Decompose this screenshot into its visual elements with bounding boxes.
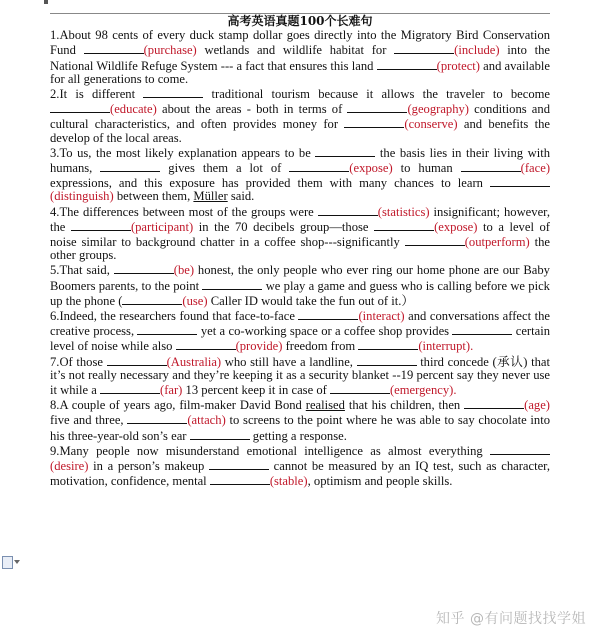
fill-in-blank	[209, 458, 269, 470]
answer-hint: (desire)	[50, 459, 89, 474]
question-paragraph	[50, 308, 550, 354]
fill-in-blank	[394, 42, 454, 54]
paragraph-text: and available for all generations to come.	[50, 58, 550, 86]
paragraph-text: Caller ID would take the fun out of it.）	[207, 293, 414, 308]
answer-hint: (expose)	[349, 161, 393, 176]
fill-in-blank	[464, 397, 524, 409]
question-paragraph	[50, 86, 550, 145]
paragraph-text: to human	[392, 161, 461, 176]
fill-in-blank	[143, 86, 203, 98]
question-paragraph	[50, 354, 550, 398]
paragraph-text: in the 70 decibels group—those	[193, 219, 375, 234]
answer-hint: (participant)	[130, 219, 194, 234]
answer-hint: (statistics)	[377, 204, 430, 219]
fill-in-blank	[190, 428, 250, 440]
paragraph-text: 7.Of those	[50, 354, 107, 369]
paragraph-text: 13 percent keep it in case of	[182, 383, 330, 398]
answer-hint: (expose)	[434, 219, 478, 234]
paragraph-text: expressions, and this exposure has provided them with many chances to learn	[50, 176, 490, 191]
fill-in-blank	[107, 354, 167, 366]
paragraph-text: five and three,	[50, 413, 128, 428]
fill-in-blank	[374, 219, 434, 231]
paragraph-text: 4.The differences between most of the groups were	[50, 204, 318, 219]
paragraph-text: and benefits the develop of the local areas.	[50, 117, 550, 145]
paragraph-text: the other groups.	[50, 235, 550, 263]
question-paragraph	[50, 443, 550, 489]
answer-hint: (use)	[182, 293, 208, 308]
fill-in-blank	[137, 323, 197, 335]
paragraph-text: Müller	[193, 189, 228, 204]
watermark: 知乎 @有问题找找学姐	[436, 611, 586, 627]
fill-in-blank	[405, 234, 465, 246]
fill-in-blank	[84, 42, 144, 54]
fill-in-blank	[122, 293, 182, 305]
paragraph-text: insignificant; however, the	[50, 204, 550, 234]
fill-in-blank	[210, 473, 270, 485]
document-title: 高考英语真题100个长难句	[227, 14, 373, 28]
answer-hint: (purchase)	[143, 43, 197, 58]
answer-hint: (educate)	[110, 102, 157, 117]
answer-hint: (distinguish)	[50, 189, 114, 204]
answer-hint: (protect)	[436, 58, 480, 73]
paragraph-text: 8.A couple of years ago, film-maker David Bond	[50, 398, 306, 413]
question-paragraph	[50, 204, 550, 263]
answer-hint: (far)	[160, 383, 183, 398]
paragraph-text: 3.To us, the most likely explanation appears to be	[50, 145, 316, 160]
paragraph-text: 9.Many people now misunderstand emotional intelligence as almost everything	[50, 443, 490, 458]
fill-in-blank	[357, 354, 417, 366]
paragraph-text: yet a co-working space or a coffee shop provides	[197, 324, 453, 339]
answer-hint: (attach)	[187, 413, 226, 428]
question-paragraph	[50, 145, 550, 204]
fill-in-blank	[114, 262, 174, 274]
question-paragraph	[50, 397, 550, 443]
dropdown-arrow-icon[interactable]	[14, 560, 20, 564]
fill-in-blank	[71, 219, 131, 231]
paragraph-text: about the areas - both in terms of	[156, 102, 348, 117]
paragraph-text: that his children, then	[344, 398, 465, 413]
fill-in-blank	[347, 101, 407, 113]
fill-in-blank	[330, 382, 390, 394]
fill-in-blank	[202, 278, 262, 290]
paragraph-text: and conversations affect the creative process,	[50, 309, 551, 339]
paragraph-text: the basis lies in their living with humans,	[50, 145, 550, 176]
fill-in-blank	[100, 382, 160, 394]
answer-hint: (interact)	[358, 309, 405, 324]
paragraph-text: 1.About 98 cents of every duck stamp dollar goes directly into the Migratory Bird Conservation Fund	[50, 28, 550, 58]
paragraph-text: to a level of noise similar to background chatter in a coffee shop---significantly	[50, 219, 550, 250]
question-paragraph	[50, 29, 550, 86]
fill-in-blank	[50, 101, 110, 113]
fill-in-blank	[315, 145, 375, 157]
fill-in-blank	[490, 175, 550, 187]
fill-in-blank	[318, 204, 378, 216]
answer-hint: (include)	[454, 43, 500, 58]
document-body	[50, 15, 550, 489]
paragraph-text: 5.That said,	[50, 263, 114, 278]
answer-hint: (emergency).	[389, 383, 457, 398]
paragraph-text: cannot be measured by an IQ test, such as character, motivation, confidence, mental	[50, 459, 551, 489]
paragraph-text: conditions and cultural characteristics, and often provides money for	[50, 102, 550, 132]
paragraph-text: in a person’s makeup	[88, 459, 209, 474]
answer-hint: (outperform)	[464, 235, 530, 250]
paragraph-text: getting a response.	[249, 428, 347, 443]
fill-in-blank	[100, 160, 160, 172]
paragraph-text: , optimism and people skills.	[307, 474, 453, 489]
answer-hint: (geography)	[407, 102, 469, 117]
paragraph-text: said.	[227, 189, 255, 204]
answer-hint: (provide)	[235, 339, 283, 354]
paragraph-text: we play a game and guess who is calling before we pick up the phone (	[50, 278, 550, 308]
fill-in-blank	[377, 58, 437, 70]
fill-in-blank	[176, 338, 236, 350]
paragraph-text: 2.It is different	[50, 87, 144, 102]
fill-in-blank	[127, 412, 187, 424]
paragraph-text: honest, the only people who ever ring our home phone are our Baby Boomers parents, to the point	[50, 263, 550, 293]
paragraph-text: wetlands and wildlife habitat for	[196, 43, 395, 58]
paragraph-text: into the National Wildlife Refuge System --- a fact that ensures this land	[50, 43, 550, 73]
paragraph-text: 6.Indeed, the researchers found that face-to-face	[50, 309, 299, 324]
paragraph-text: to screens to the point where he was able to say chocolate into his three-year-old son’s ear	[50, 413, 550, 443]
fill-in-blank	[490, 443, 550, 455]
paragraph-text: traditional tourism because it allows the traveler to become	[203, 87, 550, 102]
paragraph-text: who still have a landline,	[221, 354, 357, 369]
answer-hint: (age)	[524, 398, 550, 413]
answer-hint: (be)	[173, 263, 195, 278]
document-icon[interactable]	[2, 556, 13, 569]
paragraph-text: certain level of noise while also	[50, 324, 551, 354]
fill-in-blank	[358, 338, 418, 350]
paragraph-text: gives them a lot of	[160, 161, 290, 176]
fill-in-blank	[452, 323, 512, 335]
fill-in-blank	[298, 308, 358, 320]
fill-in-blank	[461, 160, 521, 172]
paragraph-list	[50, 29, 550, 488]
corner-mark	[44, 0, 48, 4]
paragraph-text: realised	[305, 398, 345, 413]
fill-in-blank	[289, 160, 349, 172]
fill-in-blank	[344, 116, 404, 128]
answer-hint: (interrupt).	[418, 339, 474, 354]
answer-hint: (face)	[520, 161, 551, 176]
question-paragraph	[50, 262, 550, 308]
paragraph-text: third concede (承认) that it’s not really necessary and they’re keeping it as a security blanket --19 percent say they never use it while a	[50, 354, 550, 398]
paragraph-text: between them,	[113, 189, 194, 204]
answer-hint: (Australia)	[166, 354, 222, 369]
paragraph-text: freedom from	[282, 339, 359, 354]
answer-hint: (conserve)	[404, 117, 458, 132]
answer-hint: (stable)	[269, 474, 308, 489]
